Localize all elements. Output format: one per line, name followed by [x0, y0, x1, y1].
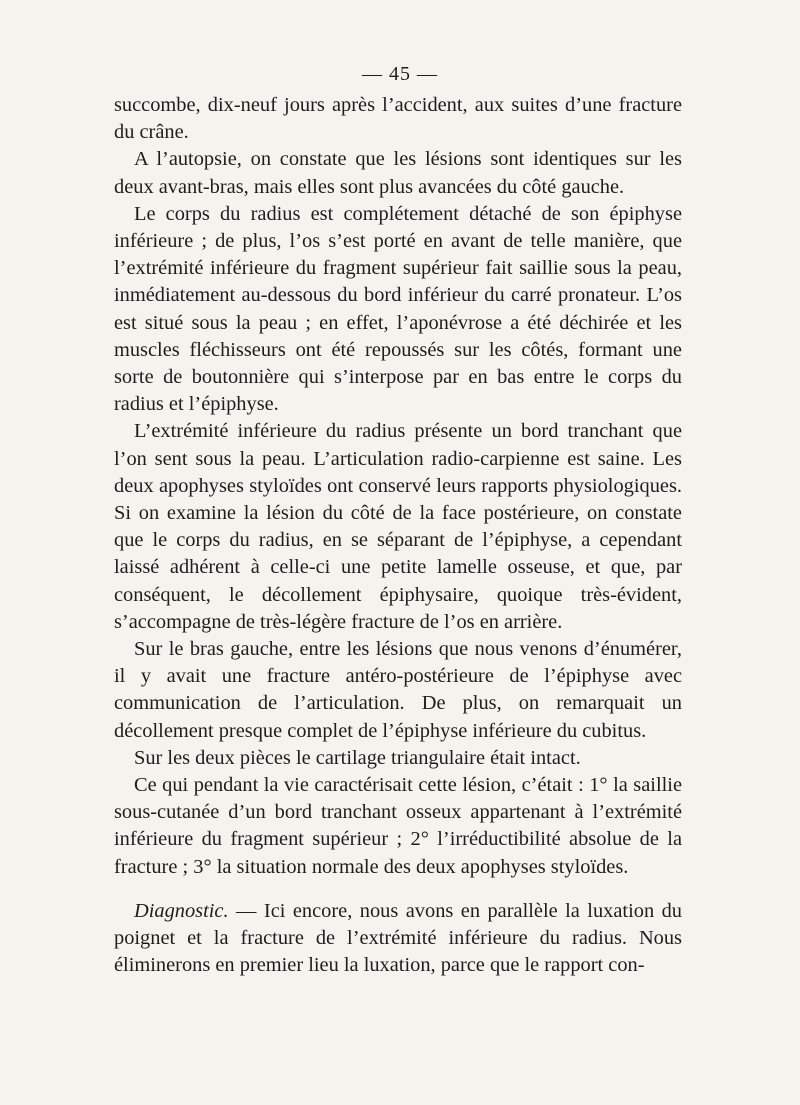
diagnostic-text: — Ici encore, nous avons en parallèle la luxation du poignet et la fracture de l’extrémité inférieure du radius. Nous éliminerons en premier lieu la luxation, parce que le rapport con-: [114, 899, 682, 977]
paragraph-corps-du-radius: Le corps du radius est complétement détaché de son épiphyse inférieure ; de plus, l’os s’est porté en avant de telle manière, que l’extrémité inférieure du fragment supérieur fait saillie sous la peau, inmédiatement au-dessous du bord inférieur du carré pronateur. L’os est situé sous la peau ; en effet, l’aponévrose a été déchirée et les muscles fléchisseurs ont été repoussés sur les côtés, formant une sorte de boutonnière qui s’interpose par en bas entre le corps du radius et l’épiphyse.: [114, 202, 682, 416]
paragraph-bras-gauche: Sur le bras gauche, entre les lésions que nous venons d’énumérer, il y avait une fracture antéro-postérieure de l’épiphyse avec communication de l’articulation. De plus, on remarquait un décollement presque complet de l’épiphyse inférieure du cubitus.: [114, 638, 682, 742]
paragraph-cartilage: Sur les deux pièces le cartilage triangulaire était intact.: [134, 746, 581, 769]
paragraph-autopsie: A l’autopsie, on constate que les lésions sont identiques sur les deux avant-bras, mais elles sont plus avancées du côté gauche.: [114, 148, 682, 198]
paragraph-diagnostic: [114, 898, 682, 980]
page-number: — 45 —: [362, 63, 438, 85]
paragraph-extremite-inferieure: L’extrémité inférieure du radius présente un bord tranchant que l’on sent sous la peau. L’articulation radio-carpienne est saine. Les deux apophyses styloïdes ont conservé leurs rapports physiologiques. Si on examine la lésion du côté de la face postérieure, on constate que le corps du radius, en se séparant de l’épiphyse, a cependant laissé adhérent à celle-ci une petite lamelle osseuse, et que, par conséquent, le décollement épiphysaire, quoique très-évident, s’accompagne de très-légère fracture de l’os en arrière.: [114, 420, 682, 633]
paragraph-caracteristiques: Ce qui pendant la vie caractérisait cette lésion, c’était : 1° la saillie sous-cutanée d’un bord tranchant osseux appartenant à l’extrémité inférieure du fragment supérieur ; 2° l’irréductibilité absolue de la fracture ; 3° la situation normale des deux apophyses styloïdes.: [114, 774, 682, 878]
paragraph-continuation: succombe, dix-neuf jours après l’accident, aux suites d’une fracture du crâne.: [114, 94, 682, 144]
diagnostic-label: Diagnostic.: [134, 899, 229, 922]
body-text: [114, 92, 682, 980]
